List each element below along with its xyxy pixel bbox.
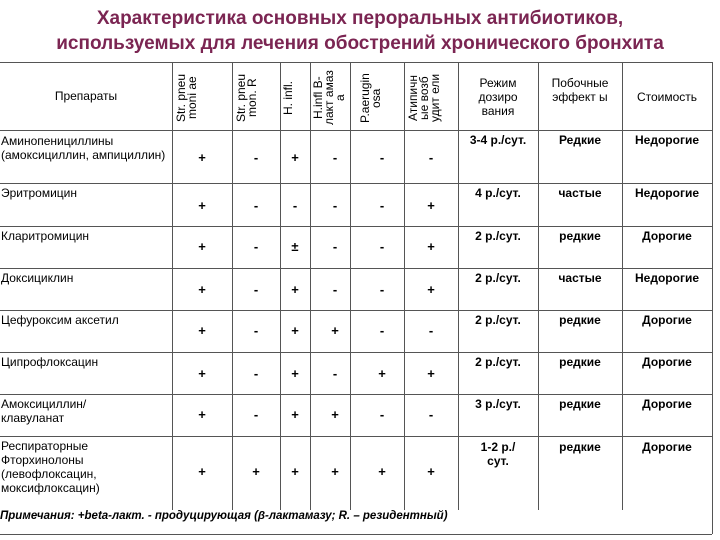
header-drugs: Препараты xyxy=(54,89,118,103)
side-effects-value: редкие xyxy=(559,440,601,454)
regimen-value: 2 р./сут. xyxy=(475,355,521,369)
susceptibility-mark: + xyxy=(291,282,299,297)
header-pathogen-6: Атипичн ые возб удит ели xyxy=(406,73,442,123)
regimen-value: 2 р./сут. xyxy=(475,229,521,243)
susceptibility-mark: - xyxy=(332,282,338,297)
drug-name: Респираторные Фторхинолоны (левофлоксацин, моксифлоксацин) xyxy=(1,439,100,495)
drug-name: Доксициклин xyxy=(1,271,74,285)
susceptibility-mark: - xyxy=(253,282,259,297)
header-pathogen-1: Str. pneu moni ae xyxy=(174,73,199,123)
susceptibility-mark: + xyxy=(252,464,260,479)
drug-name: Аминопенициллины (амоксициллин, ампициллин) xyxy=(1,134,166,162)
header-cost: Стоимость xyxy=(636,90,698,104)
susceptibility-mark: - xyxy=(253,239,259,254)
footnote: Примечания: +beta-лакт. - продуцирующая (β-лактамазу; R. – резидентный) xyxy=(0,510,448,522)
susceptibility-mark: + xyxy=(198,323,206,338)
regimen-value: 4 р./сут. xyxy=(475,186,521,200)
susceptibility-mark: - xyxy=(332,198,338,213)
side-effects-value: частые xyxy=(558,271,602,285)
title-line-1: Характеристика основных пероральных антибиотиков, xyxy=(96,8,624,29)
side-effects-value: редкие xyxy=(559,229,601,243)
susceptibility-mark: - xyxy=(379,282,385,297)
susceptibility-mark: - xyxy=(253,150,259,165)
header-pathogen-3: H. infl. xyxy=(281,81,295,116)
drug-name: Кларитромицин xyxy=(1,229,90,243)
susceptibility-mark: + xyxy=(291,407,299,422)
title-line-2: используемых для лечения обострений хронического бронхита xyxy=(56,33,664,54)
susceptibility-mark: - xyxy=(253,407,259,422)
susceptibility-mark: + xyxy=(198,366,206,381)
cost-value: Дорогие xyxy=(642,440,692,454)
susceptibility-mark: - xyxy=(379,198,385,213)
regimen-value: 3 р./сут. xyxy=(475,397,521,411)
susceptibility-mark: + xyxy=(331,407,339,422)
susceptibility-mark: - xyxy=(379,407,385,422)
susceptibility-mark: + xyxy=(427,282,435,297)
susceptibility-mark: + xyxy=(291,464,299,479)
susceptibility-mark: - xyxy=(379,150,385,165)
susceptibility-mark: - xyxy=(253,366,259,381)
drug-name: Ципрофлоксацин xyxy=(1,355,99,369)
header-pathogen-2: Str. pneu mon. R xyxy=(234,73,259,123)
susceptibility-mark: - xyxy=(332,150,338,165)
regimen-value: 3-4 р./сут. xyxy=(469,133,527,147)
susceptibility-mark: + xyxy=(198,239,206,254)
regimen-value: 2 р./сут. xyxy=(475,313,521,327)
cost-value: Недорогие xyxy=(635,133,699,147)
susceptibility-mark: - xyxy=(332,239,338,254)
susceptibility-mark: + xyxy=(291,323,299,338)
susceptibility-mark: + xyxy=(427,239,435,254)
susceptibility-mark: + xyxy=(331,464,339,479)
susceptibility-mark: - xyxy=(428,407,434,422)
side-effects-value: редкие xyxy=(559,313,601,327)
susceptibility-mark: - xyxy=(332,366,338,381)
side-effects-value: редкие xyxy=(559,355,601,369)
susceptibility-mark: + xyxy=(427,366,435,381)
side-effects-value: редкие xyxy=(559,397,601,411)
susceptibility-mark: + xyxy=(198,464,206,479)
susceptibility-mark: - xyxy=(253,323,259,338)
susceptibility-mark: + xyxy=(331,323,339,338)
susceptibility-mark: - xyxy=(379,239,385,254)
cost-value: Недорогие xyxy=(635,186,699,200)
susceptibility-mark: - xyxy=(292,198,298,213)
susceptibility-mark: + xyxy=(198,282,206,297)
susceptibility-mark: + xyxy=(291,150,299,165)
regimen-value: 2 р./сут. xyxy=(475,271,521,285)
header-regimen: Режим дозиро вания xyxy=(478,76,518,118)
susceptibility-mark: + xyxy=(198,150,206,165)
side-effects-value: частые xyxy=(558,186,602,200)
susceptibility-mark: + xyxy=(378,366,386,381)
side-effects-value: Редкие xyxy=(558,133,602,147)
cost-value: Дорогие xyxy=(642,355,692,369)
susceptibility-mark: - xyxy=(253,198,259,213)
susceptibility-mark: - xyxy=(379,323,385,338)
cost-value: Недорогие xyxy=(635,271,699,285)
header-pathogen-5: P.aerugin osa xyxy=(358,73,383,123)
cost-value: Дорогие xyxy=(642,229,692,243)
drug-name: Цефуроксим аксетил xyxy=(1,313,119,327)
drug-name: Амоксициллин/ клавуланат xyxy=(1,397,87,425)
susceptibility-mark: + xyxy=(427,464,435,479)
susceptibility-mark: - xyxy=(428,150,434,165)
drug-name: Эритромицин xyxy=(1,186,78,200)
susceptibility-mark: + xyxy=(198,407,206,422)
susceptibility-mark: + xyxy=(291,366,299,381)
susceptibility-mark: + xyxy=(378,464,386,479)
header-side-effects: Побочные эффект ы xyxy=(551,76,609,104)
susceptibility-mark: ± xyxy=(291,239,299,254)
susceptibility-mark: - xyxy=(428,323,434,338)
susceptibility-mark: + xyxy=(427,198,435,213)
susceptibility-mark: + xyxy=(198,198,206,213)
regimen-value: 1-2 р./сут. xyxy=(480,440,516,468)
header-pathogen-4: H.infl B-лакт амаз а xyxy=(311,70,347,126)
cost-value: Дорогие xyxy=(642,397,692,411)
cost-value: Дорогие xyxy=(642,313,692,327)
